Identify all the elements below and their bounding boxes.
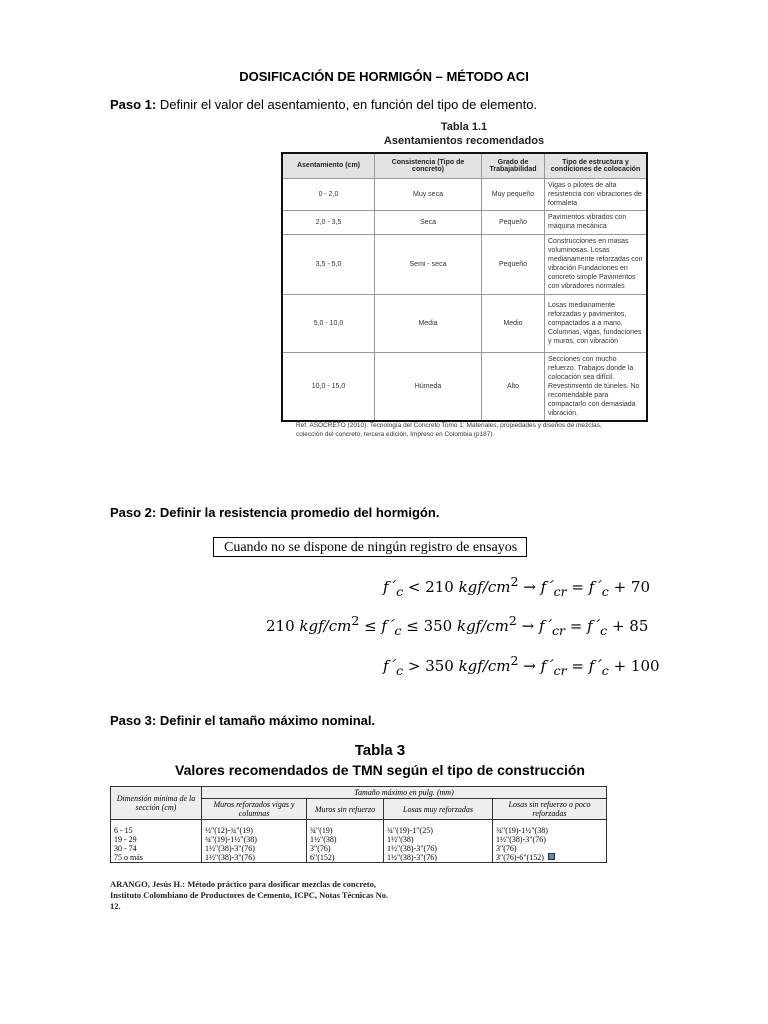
table-cell: Seca — [375, 210, 482, 234]
table-cell: ¾"(19)-1"(25) — [384, 826, 493, 835]
formula-subscript: c — [601, 663, 609, 678]
formula-operator: ≤ — [401, 617, 424, 635]
table-cell: Secciones con mucho refuerzo. Trabajos donde la colocación sea difícil. Revestimiento de túneles. No recomendable para compactarlo con demasiada vibración. — [545, 352, 648, 421]
formula-term: → f´ — [518, 578, 554, 596]
formula-subscript: cr — [553, 584, 567, 599]
table-row — [111, 826, 607, 835]
table-cell: 75 o más — [111, 853, 202, 863]
table-1-caption: Tabla 1.1 — [440, 121, 488, 133]
table-row — [111, 844, 607, 853]
formula-1 — [383, 574, 650, 599]
table-cell: Medio — [482, 294, 545, 352]
formula-term: f´ — [383, 657, 397, 675]
formula-term: ≤ f´ — [359, 617, 395, 635]
table-3 — [110, 786, 607, 863]
table-cell: 3"(76) — [493, 844, 607, 853]
formula-term: = f´ — [565, 617, 601, 635]
table-1-header: Tipo de estructura y condiciones de colocación — [545, 153, 648, 178]
formula-subscript: c — [394, 623, 402, 638]
formula-subscript: cr — [552, 623, 566, 638]
table-row — [111, 835, 607, 844]
table-1-subcaption: Asentamientos recomendados — [383, 135, 545, 147]
formula-condition-box: Cuando no se dispone de ningún registro de ensayos — [213, 537, 527, 557]
formula-term: = f´ — [566, 578, 602, 596]
table-3-header: Dimensión mínima de la sección (cm) — [111, 787, 202, 820]
table-cell: 1½"(38)-3"(76) — [384, 844, 493, 853]
formula-subscript: c — [600, 623, 608, 638]
table-1-header: Grado de Trabajabilidad — [482, 153, 545, 178]
table-cell: 1½"(38) — [384, 835, 493, 844]
step-1-text: Definir el valor del asentamiento, en función del tipo de elemento. — [156, 97, 538, 112]
formula-operator: + — [607, 617, 630, 635]
formula-unit: kgf/cm — [453, 578, 511, 596]
table-cell: 1½"(38)-3"(76) — [202, 853, 307, 863]
formula-number: 210 — [266, 617, 295, 635]
table-cell: Media — [375, 294, 482, 352]
table-cell: ¾"(19)-1½"(38) — [493, 826, 607, 835]
table-cell: 6"(152) — [307, 853, 384, 863]
table-row — [282, 210, 647, 234]
step-1-label: Paso 1: — [110, 97, 157, 112]
formula-subscript: cr — [553, 663, 567, 678]
table-cell: 30 - 74 — [111, 844, 202, 853]
table-row — [111, 853, 607, 863]
formula-number: 85 — [629, 617, 649, 635]
table-cell: 5,0 - 10,0 — [282, 294, 375, 352]
step-2 — [110, 505, 439, 520]
formula-subscript: c — [601, 584, 609, 599]
formula-number: 210 — [425, 578, 454, 596]
table-1-reference: Ref. ASOCRETO (2010). Tecnología del Concreto Tomo 1: Materiales, propiedades y diseños de mezclas, colección del concreto, tercera edición, Impreso en Colombia (p187). — [296, 422, 602, 438]
formula-number: 350 — [425, 657, 454, 675]
table-cell: Pequeño — [482, 210, 545, 234]
table-cell: Semi - seca — [375, 234, 482, 294]
formula-2 — [266, 613, 648, 638]
formula-operator: + — [608, 657, 631, 675]
table-cell: Pequeño — [482, 234, 545, 294]
table-cell: Muy pequeño — [482, 178, 545, 210]
formula-term: → f´ — [518, 657, 554, 675]
step-3-label: Paso 3: Definir el tamaño máximo nominal. — [110, 713, 376, 728]
formula-number: 100 — [630, 657, 660, 675]
formula-term: → f´ — [516, 617, 553, 635]
table-cell-text: 3"(76)-6"(152) — [496, 852, 544, 862]
table-3-header: Losas sin refuerzo o poco reforzadas — [493, 799, 607, 820]
table-3-header: Muros reforzados vigas y columnas — [202, 799, 307, 820]
formula-subscript: c — [396, 584, 404, 599]
table-cell: Pavimentos vibrados con máquina mecánica — [545, 210, 648, 234]
table-cell: ¾"(19)-1½"(38) — [202, 835, 307, 844]
table-3-group-header: Tamaño máximo en pulg. (mm) — [202, 787, 607, 799]
table-cell: 0 - 2,0 — [282, 178, 375, 210]
table-cell: 3"(76) — [307, 844, 384, 853]
formula-term: f´ — [383, 578, 397, 596]
table-3-header: Muros sin refuerzo — [307, 799, 384, 820]
formula-unit: kgf/cm — [453, 657, 511, 675]
table-1 — [281, 152, 648, 422]
table-cell — [493, 853, 607, 863]
table-row — [282, 352, 647, 421]
formula-subscript: c — [396, 663, 404, 678]
step-3 — [110, 713, 375, 728]
table-cell: 1½"(38)-3"(76) — [384, 853, 493, 863]
formula-term: = f´ — [566, 657, 602, 675]
table-cell: 10,0 - 15,0 — [282, 352, 375, 421]
table-row — [282, 294, 647, 352]
table-row — [282, 234, 647, 294]
table-cell: 1½"(38)-3"(76) — [493, 835, 607, 844]
table-cell: ½"(12)-¾"(19) — [202, 826, 307, 835]
table-cell: 2,0 - 3,5 — [282, 210, 375, 234]
formula-number: 70 — [630, 578, 650, 596]
table-3-header: Losas muy reforzadas — [384, 799, 493, 820]
formula-unit: kgf/cm — [294, 617, 352, 635]
table-cell: Construcciones en masas voluminosas. Losas medianamente reforzadas con vibración Fundaciones en concreto simple Pavimentos con vibradores normales — [545, 234, 648, 294]
table-cell: Losas medianamente reforzadas y pavimentos, compactados a a mano. Columnas, vigas, fundaciones y muros, con vibración — [545, 294, 648, 352]
formula-exponent: 2 — [510, 574, 519, 589]
formula-exponent: 2 — [351, 613, 360, 628]
table-cell: Muy seca — [375, 178, 482, 210]
table-1-header: Consistencia (Tipo de concreto) — [375, 153, 482, 178]
table-cell: ¾"(19) — [307, 826, 384, 835]
step-2-label: Paso 2: Definir la resistencia promedio del hormigón. — [110, 505, 440, 520]
formula-number: 350 — [423, 617, 453, 635]
table-3-reference: ARANGO, Jesús H.: Método práctico para dosificar mezclas de concreto, Instituto Colombiano de Productores de Cemento, ICPC, Notas Técnicas No. 12. — [110, 879, 389, 911]
formula-operator: + — [608, 578, 631, 596]
table-cell: 6 - 15 — [111, 826, 202, 835]
table-row — [282, 178, 647, 210]
formula-3 — [383, 653, 660, 678]
table-cell: 1½"(38) — [307, 835, 384, 844]
formula-exponent: 2 — [508, 613, 517, 628]
formula-operator: < — [403, 578, 426, 596]
formula-unit: kgf/cm — [452, 617, 509, 635]
table-3-caption: Tabla 3 — [354, 742, 406, 759]
table-1-header: Asentamiento (cm) — [282, 153, 375, 178]
page-title: DOSIFICACIÓN DE HORMIGÓN – MÉTODO ACI — [239, 69, 529, 84]
table-cell: Vigas o pilotes de alta resistencia con vibraciones de formaleta — [545, 178, 648, 210]
table-cell: Alto — [482, 352, 545, 421]
formula-exponent: 2 — [510, 653, 519, 668]
table-3-subcaption: Valores recomendados de TMN según el tipo de construcción — [175, 762, 585, 778]
table-cell: 19 - 29 — [111, 835, 202, 844]
table-cell: 3,5 - 5,0 — [282, 234, 375, 294]
table-cell: 1½"(38)-3"(76) — [202, 844, 307, 853]
formula-operator: > — [403, 657, 426, 675]
step-1 — [110, 97, 537, 112]
table-cell: Húmeda — [375, 352, 482, 421]
square-marker-icon — [548, 853, 555, 860]
